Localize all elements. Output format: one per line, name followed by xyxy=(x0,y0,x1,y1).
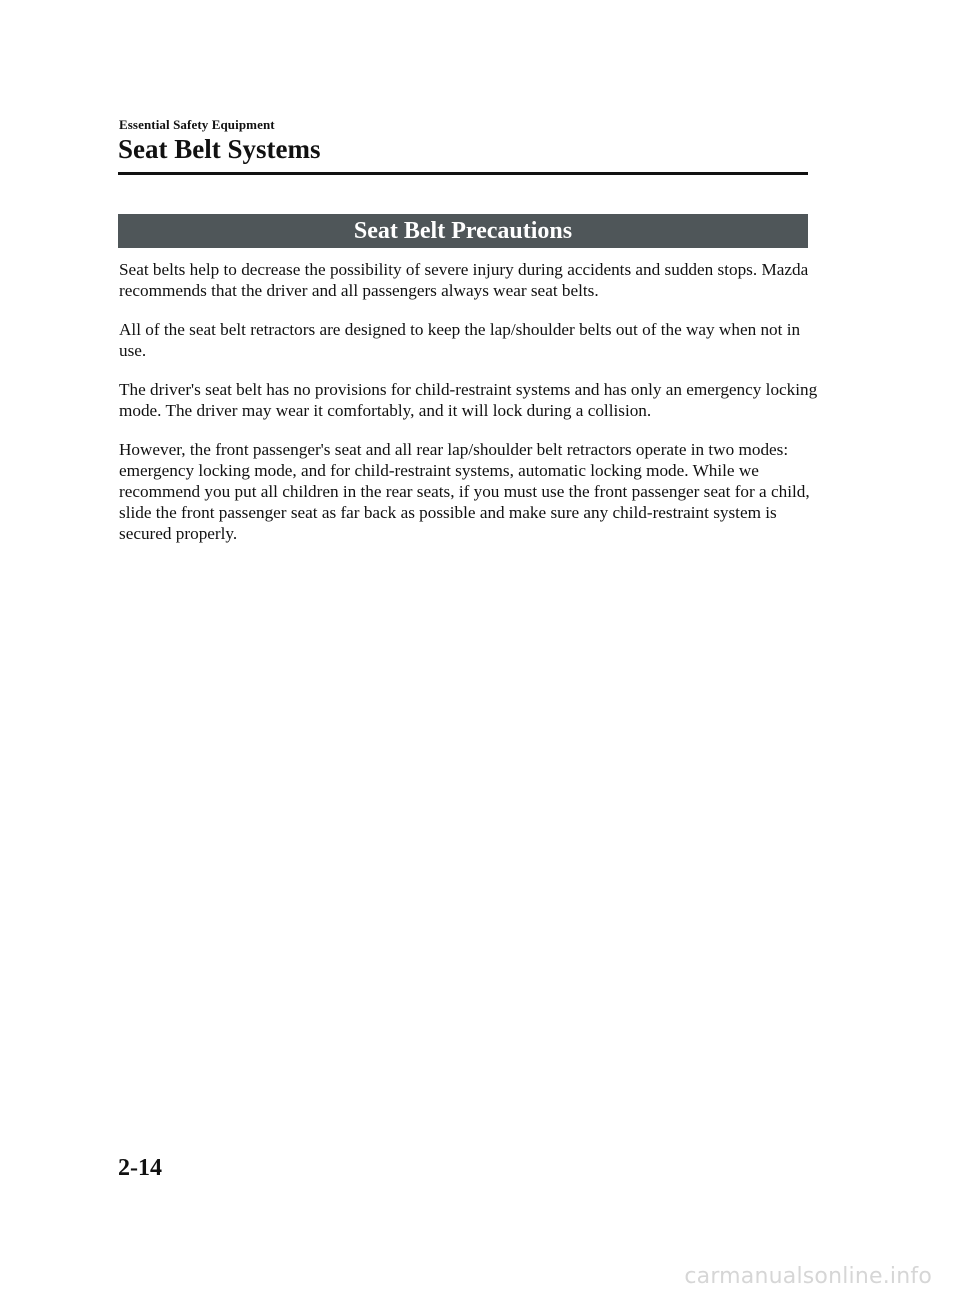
body-text xyxy=(119,259,819,562)
subsection-banner: Seat Belt Precautions xyxy=(118,214,808,248)
page-title: Seat Belt Systems xyxy=(118,134,321,164)
watermark: carmanualsonline.info xyxy=(684,1264,932,1289)
title-divider xyxy=(118,172,808,175)
paragraph-passenger-belts: However, the front passenger's seat and all rear lap/shoulder belt retractors operate in two modes: emergency locking mode, and for child-restraint systems, automatic locking mode. While we recommend you put all children in the rear seats, if you must use the front passenger seat for a child, slide the front passenger seat as far back as possible and make sure any child-restraint system is secured properly. xyxy=(119,440,810,543)
paragraph-seat-belt-benefits: Seat belts help to decrease the possibility of severe injury during accidents and sudden stops. Mazda recommends that the driver and all passengers always wear seat belts. xyxy=(119,260,809,300)
page-number: 2-14 xyxy=(118,1155,162,1181)
paragraph-retractors: All of the seat belt retractors are designed to keep the lap/shoulder belts out of the way when not in use. xyxy=(119,320,801,360)
paragraph-driver-belt: The driver's seat belt has no provisions for child-restraint systems and has only an emergency locking mode. The driver may wear it comfortably, and it will lock during a collision. xyxy=(119,380,818,420)
section-label: Essential Safety Equipment xyxy=(119,117,275,132)
